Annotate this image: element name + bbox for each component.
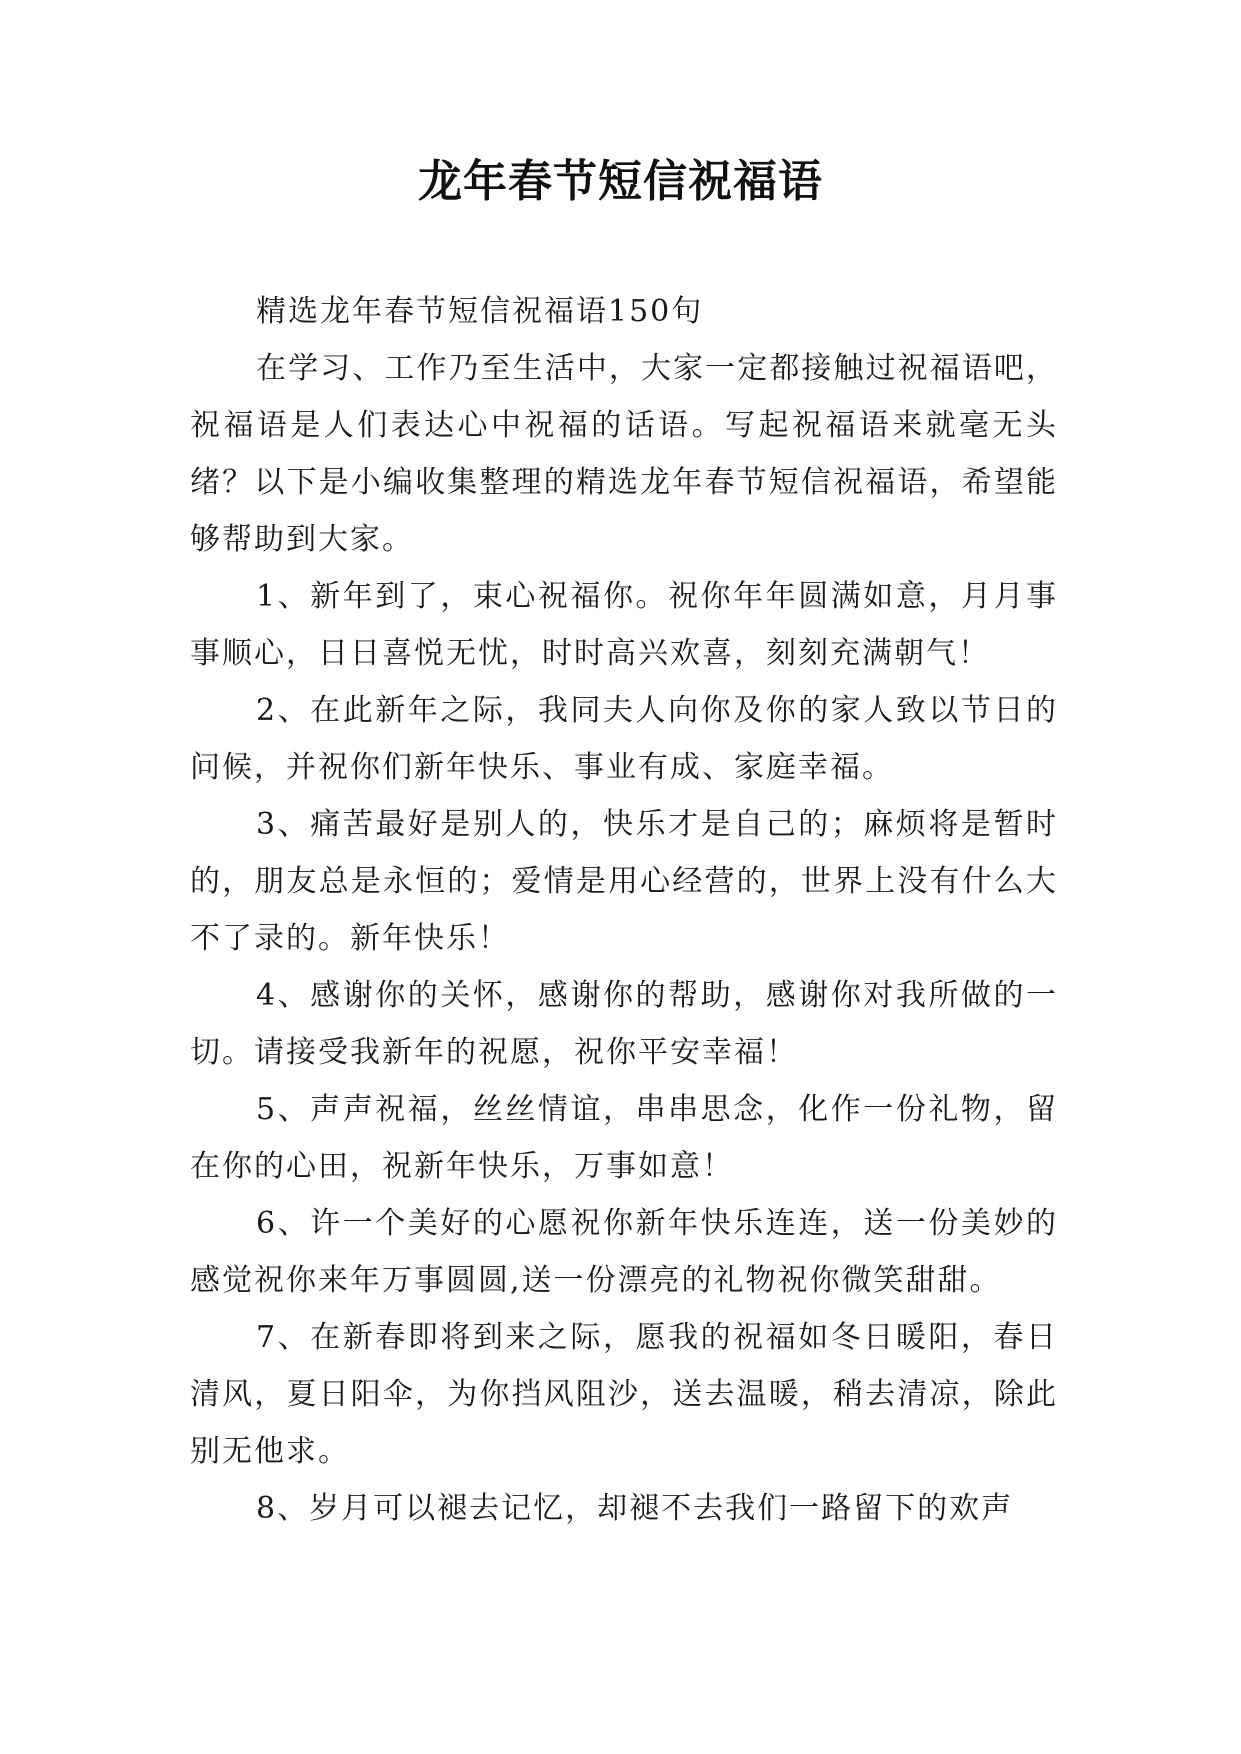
greeting-item-4: 4、感谢你的关怀，感谢你的帮助，感谢你对我所做的一切。请接受我新年的祝愿，祝你平安幸福！ <box>190 978 1058 1070</box>
document-body <box>190 283 1058 1537</box>
document-title: 龙年春节短信祝福语 <box>418 156 823 207</box>
greeting-item-7: 7、在新春即将到来之际，愿我的祝福如冬日暖阳，春日清风，夏日阳伞，为你挡风阻沙，送去温暖，稍去清凉，除此别无他求。 <box>190 1320 1058 1469</box>
greeting-item-3: 3、痛苦最好是别人的，快乐才是自己的；麻烦将是暂时的，朋友总是永恒的；爱情是用心经营的，世界上没有什么大不了录的。新年快乐！ <box>190 807 1058 956</box>
greeting-item-1: 1、新年到了，束心祝福你。祝你年年圆满如意，月月事事顺心，日日喜悦无忧，时时高兴欢喜，刻刻充满朝气！ <box>190 579 1058 671</box>
greeting-item-8: 8、岁月可以褪去记忆，却褪不去我们一路留下的欢声 <box>256 1491 1014 1526</box>
document-subtitle: 精选龙年春节短信祝福语150句 <box>256 294 704 329</box>
intro-paragraph: 在学习、工作乃至生活中，大家一定都接触过祝福语吧，祝福语是人们表达心中祝福的话语。写起祝福语来就毫无头绪？以下是小编收集整理的精选龙年春节短信祝福语，希望能够帮助到大家。 <box>190 351 1058 557</box>
greeting-item-5: 5、声声祝福，丝丝情谊，串串思念，化作一份礼物，留在你的心田，祝新年快乐，万事如意！ <box>190 1092 1058 1184</box>
greeting-item-6: 6、许一个美好的心愿祝你新年快乐连连，送一份美妙的感觉祝你来年万事圆圆,送一份漂亮的礼物祝你微笑甜甜。 <box>190 1206 1058 1298</box>
greeting-item-2: 2、在此新年之际，我同夫人向你及你的家人致以节日的问候，并祝你们新年快乐、事业有成、家庭幸福。 <box>190 693 1058 785</box>
